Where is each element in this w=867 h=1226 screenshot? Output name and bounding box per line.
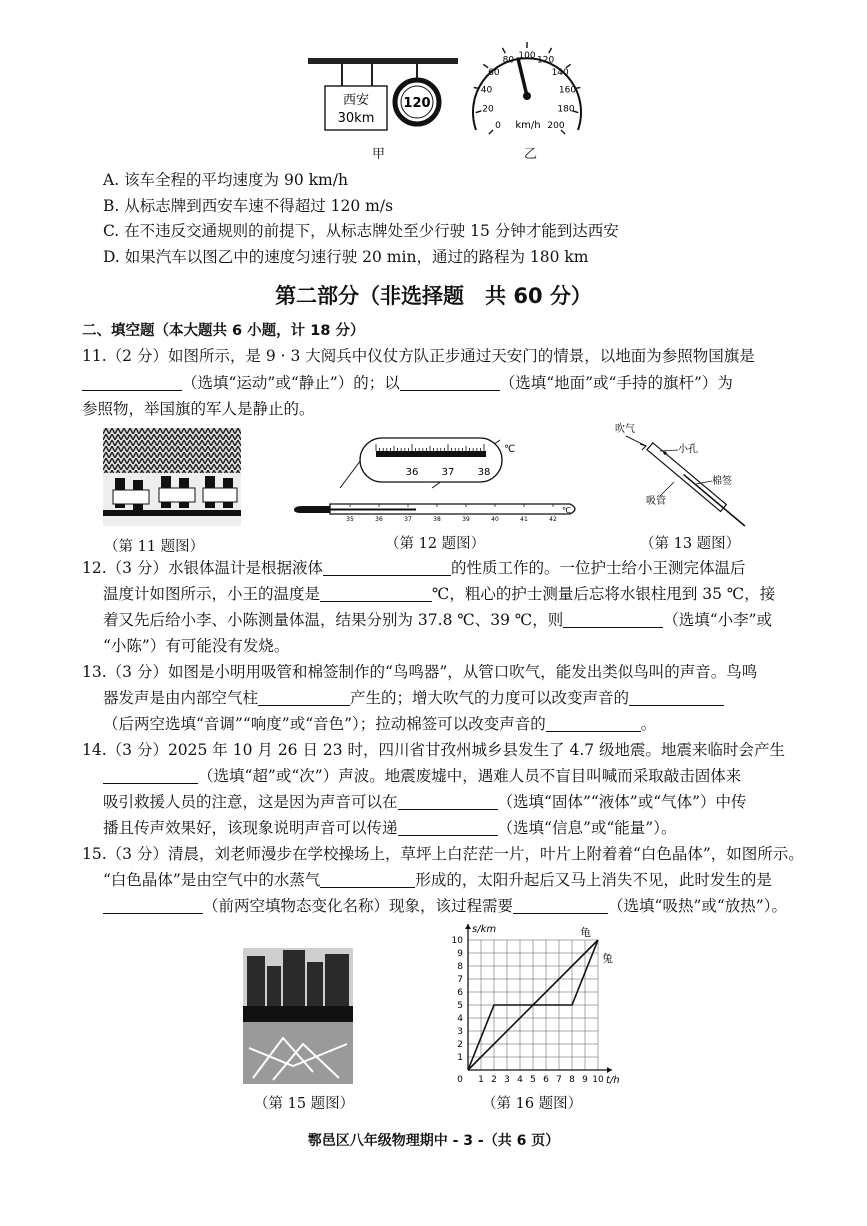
speedometer-tick-label: 60 [488, 67, 500, 78]
y-tick-label: 8 [457, 962, 463, 972]
y-tick-label: 6 [457, 988, 463, 998]
speedometer-tick-label: 160 [558, 85, 577, 96]
y-tick-label: 7 [457, 975, 463, 985]
y-axis-label: s/km [472, 924, 497, 935]
thermometer-unit-main: ℃ [562, 506, 571, 515]
speedometer-tick [549, 48, 552, 53]
q12-line4: “小陈”）有可能没有发烧。 [103, 637, 290, 655]
q14-blank-1[interactable] [103, 767, 198, 784]
thermometer-tick-label: 42 [549, 516, 557, 523]
q12-line1: 12.（3 分）水银体温计是根据液体 的性质工作的。一位护士给小王测完体温后 [82, 559, 746, 577]
q14-line3: 吸引救援人员的注意，这是因为声音可以在 （选填“固体”“液体”或“气体”）中传 [103, 793, 747, 811]
bird-whistle-figure [612, 420, 772, 532]
x-tick-label: 10 [592, 1075, 604, 1085]
parade-photo [103, 428, 241, 526]
speedometer-tick [474, 88, 480, 89]
q15-line1: 15.（3 分）清晨，刘老师漫步在学校操场上，草坪上白茫茫一片，叶片上附着着“白色晶体”，如图所示。 [82, 845, 804, 863]
thermometer-tick-label: 40 [491, 516, 499, 523]
x-tick-label: 8 [569, 1075, 575, 1085]
q13-line3: （后两空选填“音调”“响度”或“音色”）；拉动棉签可以改变声音的 。 [103, 715, 657, 733]
q13-line2: 器发声是由内部空气柱 产生的；增大吹气的力度可以改变声音的 [103, 688, 724, 708]
q13-blank-3[interactable] [546, 715, 641, 732]
x-tick-label: 5 [530, 1075, 536, 1085]
speedometer-tick-label: 0 [495, 120, 501, 131]
q12-line2: 温度计如图所示，小王的温度是 ℃，粗心的护士测量后忘将水银柱甩到 35 ℃，接 [103, 585, 776, 603]
y-tick-label: 2 [457, 1040, 463, 1050]
label-jia: 甲 [372, 147, 386, 162]
speedometer-tick [476, 111, 482, 113]
x-tick-label: 9 [582, 1075, 588, 1085]
y-tick-label: 4 [457, 1014, 463, 1024]
q11-line2: （选填“运动”或“静止”）的；以 （选填“地面”或“手持的旗杆”）为 [82, 373, 733, 393]
x-tick-label: 2 [491, 1075, 497, 1085]
q12-blank-1[interactable] [323, 559, 451, 576]
page-footer: 鄠邑区八年级物理期中 - 3 -（共 6 页） [307, 1133, 560, 1149]
speedometer-tick-label: 20 [482, 104, 494, 115]
x-tick-label: 1 [478, 1075, 484, 1085]
speedometer-tick-label: 40 [480, 85, 493, 96]
thermometer-tick-label: 37 [404, 516, 412, 523]
q12-blank-2[interactable] [320, 585, 432, 602]
y-tick-label: 5 [457, 1001, 463, 1011]
speedometer-tick [489, 130, 493, 134]
y-tick-label: 10 [451, 936, 463, 946]
q12-blank-3[interactable] [563, 611, 663, 628]
thermometer-figure [290, 430, 586, 535]
speedometer-figure [462, 38, 592, 138]
thermometer-tick-label: 41 [520, 516, 528, 523]
q11-line3: 参照物，举国旗的军人是静止的。 [82, 400, 315, 418]
sign-figure [300, 50, 470, 150]
speedometer-unit: km/h [515, 120, 541, 131]
frost-photo [243, 948, 353, 1084]
label-yi: 乙 [524, 147, 538, 162]
series-label-1: 龟 [580, 926, 591, 939]
q15-line3: （前两空填物态变化名称）现象，该过程需要 （选填“吸热”或“放热”）。 [103, 896, 787, 916]
q14-line4: 播且传声效果好，该现象说明声音可以传递 （选填“信息”或“能量”）。 [103, 819, 677, 837]
speedometer-tick-label: 80 [502, 55, 515, 66]
q14-line1: 14.（3 分）2025 年 10 月 26 日 23 时，四川省甘孜州城乡县发生了 4.7 级地震。地震来临时会产生 [82, 741, 786, 759]
q13-blank-2[interactable] [629, 689, 724, 706]
thermometer-tick-label: 38 [433, 516, 441, 523]
caption-11: （第 11 题图） [104, 539, 205, 555]
q11-line1: 11.（2 分）如图所示，是 9 · 3 大阅兵中仪仗方队正步通过天安门的情景，以地面为参照物国旗是 [82, 347, 755, 365]
part-title: 第二部分（非选择题 共 60 分） [275, 284, 592, 308]
thermometer-tick-label: 39 [462, 516, 470, 523]
q12-line3: 着又先后给小李、小陈测量体温，结果分别为 37.8 ℃、39 ℃，则 （选填“小李”或 [103, 611, 773, 629]
x-tick-label: 7 [556, 1075, 562, 1085]
q15-line2: “白色晶体”是由空气中的水蒸气 形成的，太阳升起后又马上消失不见，此时发生的是 [103, 871, 772, 889]
label-blow: 吹气 [615, 424, 635, 435]
series-label-2: 兔 [602, 952, 613, 965]
q13-blank-1[interactable] [258, 689, 350, 706]
thermometer-tick-label: 36 [375, 516, 383, 523]
y-tick-label: 1 [457, 1053, 463, 1063]
option-b: B. 从标志牌到西安车速不得超过 120 m/s [103, 197, 394, 215]
speed-limit-value: 120 [403, 96, 431, 111]
q14-blank-2[interactable] [398, 793, 498, 810]
label-cotton: 棉签 [712, 476, 732, 487]
sign-place: 西安 [342, 93, 370, 108]
thermometer-tick-label: 35 [346, 516, 354, 523]
speedometer-tick [502, 48, 505, 53]
q11-blank-1[interactable] [82, 374, 182, 391]
speedometer-tick-label: 100 [518, 51, 536, 61]
speedometer-tick-label: 140 [551, 67, 569, 78]
speedometer-tick-label: 180 [557, 104, 575, 115]
speedometer-tick-label: 120 [537, 55, 555, 66]
caption-16: （第 16 题图） [482, 1096, 583, 1112]
x-tick-label: 6 [543, 1075, 549, 1085]
y-tick-label: 3 [457, 1027, 463, 1037]
x-axis-label: t/h [606, 1075, 620, 1086]
q14-blank-3[interactable] [398, 819, 498, 836]
y-tick-label: 9 [457, 949, 463, 959]
q14-line2: （选填“超”或“次”）声波。地震废墟中，遇难人员不盲目叫喊而采取敲击固体来 [103, 766, 741, 786]
thermometer-zoom-label: 38 [477, 467, 491, 478]
thermometer-zoom-label: 37 [441, 467, 455, 478]
q13-line1: 13.（3 分）如图是小明用吸管和棉签制作的“鸟鸣器”，从管口吹气，能发出类似鸟叫的声音。鸟鸣 [82, 663, 758, 681]
x-tick-label: 0 [457, 1075, 463, 1085]
q15-blank-2[interactable] [103, 897, 203, 914]
sign-distance: 30km [337, 111, 375, 126]
caption-13: （第 13 题图） [640, 536, 741, 552]
caption-15: （第 15 题图） [254, 1096, 355, 1112]
chart-series [468, 926, 613, 1070]
thermometer-zoom-label: 36 [405, 467, 419, 478]
thermometer-unit: ℃ [504, 444, 516, 455]
section-title: 二、填空题（本大题共 6 小题，计 18 分） [82, 323, 365, 339]
q11-blank-2[interactable] [400, 374, 500, 391]
st-chart [440, 910, 630, 1088]
speedometer-tick-label: 200 [547, 120, 565, 131]
caption-12: （第 12 题图） [385, 536, 486, 552]
speedometer-needle [518, 59, 527, 96]
option-a: A. 该车全程的平均速度为 90 km/h [103, 171, 348, 189]
x-tick-label: 4 [517, 1075, 523, 1085]
x-tick-label: 3 [504, 1075, 510, 1085]
label-straw: 吸管 [646, 496, 666, 507]
q15-blank-1[interactable] [320, 871, 415, 888]
option-d: D. 如果汽车以图乙中的速度匀速行驶 20 min，通过的路程为 180 km [103, 248, 589, 266]
option-c: C. 在不违反交通规则的前提下，从标志牌处至少行驶 15 分钟才能到达西安 [103, 222, 619, 240]
label-hole: 小孔 [678, 444, 698, 455]
